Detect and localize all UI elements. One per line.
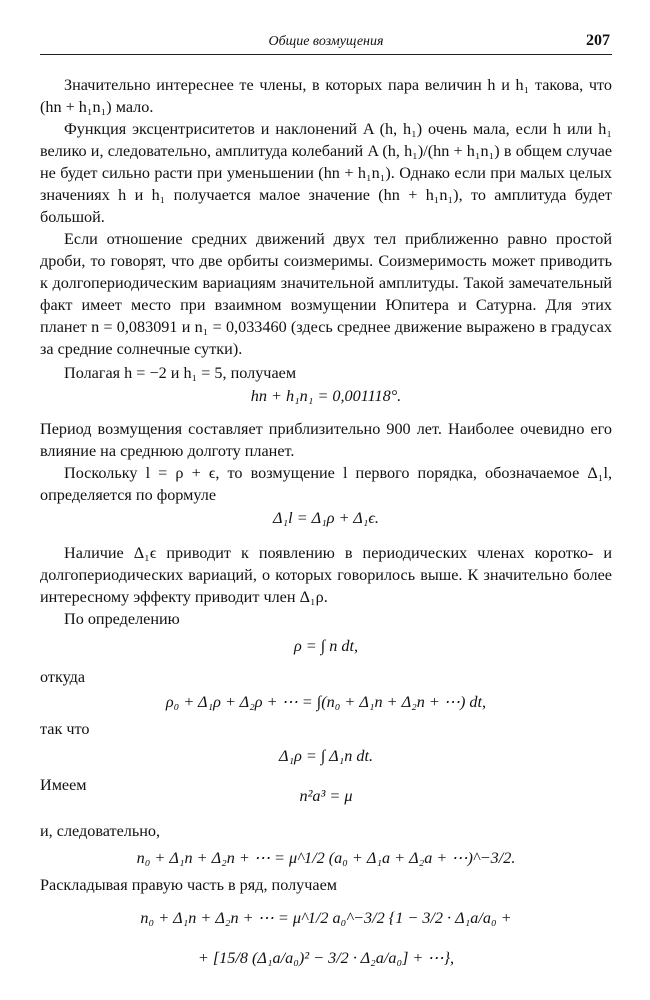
formula-8a: n₀ + Δ₁n + Δ₂n + ⋯ = μ^1/2 a₀^−3/2 {1 − 3/2 · Δ₁a/a₀ +	[140, 909, 512, 927]
word-sledovatelno: и, следовательно,	[40, 822, 161, 840]
paragraph-5: Период возмущения составляет приблизительно 900 лет. Наиболее очевидно его влияние на среднюю долготу планет.	[40, 420, 612, 460]
paragraph-3: Если отношение средних движений двух тел приближенно равно простой дроби, то говорят, что две орбиты соизмеримы. Соизмеримость может приводить к долгопериодическим вариациям значительной амплитуды. Такой замечательный факт имеет место при взаимном возмущении Юпитера и Сатурна. Для этих планет n = 0,083091 и n₁ = 0,033460 (здесь среднее движение выражено в градусах за средние солнечные сутки).	[40, 230, 612, 358]
paragraph-7: Наличие Δ₁ϵ приводит к появлению в периодических членах коротко- и долгопериодических вариаций, о которых говорилось выше. К значительно более интересному эффекту приводит член Δ₁ρ.	[40, 544, 612, 606]
word-imeem: Имеем	[40, 776, 87, 794]
formula-1: hn + h₁n₁ = 0,001118°.	[250, 387, 402, 405]
formula-3: ρ = ∫ n dt,	[293, 637, 359, 655]
formula-6: n²a³ = μ	[299, 787, 353, 805]
formula-4: ρ₀ + Δ₁ρ + Δ₂ρ + ⋯ = ∫(n₀ + Δ₁n + Δ₂n + ⋯) dt,	[165, 693, 487, 711]
paragraph-9: Раскладывая правую часть в ряд, получаем	[40, 876, 338, 894]
page-number: 207	[586, 32, 610, 49]
formula-5: Δ₁ρ = ∫ Δ₁n dt.	[278, 747, 373, 765]
running-header	[40, 32, 612, 55]
word-otkuda: откуда	[40, 668, 86, 686]
paragraph-8: По определению	[64, 610, 180, 628]
paragraph-2: Функция эксцентриситетов и наклонений A (h, h₁) очень мала, если h или h₁ велико и, следовательно, амплитуда колебаний A (h, h₁)/(hn + h₁n₁) в общем случае не будет сильно расти при уменьшении (hn + h₁n₁). Однако если при малых целых значениях h и h₁ получается малое значение (hn + h₁n₁), то амплитуда будет большой.	[40, 120, 612, 226]
formula-7: n₀ + Δ₁n + Δ₂n + ⋯ = μ^1/2 (a₀ + Δ₁a + Δ₂a + ⋯)^−3/2.	[136, 849, 516, 867]
header-title: Общие возмущения	[268, 34, 384, 49]
paragraph-4: Полагая h = −2 и h₁ = 5, получаем	[64, 364, 297, 382]
page	[40, 32, 612, 967]
word-tak-chto: так что	[40, 720, 90, 738]
paragraph-6: Поскольку l = ρ + ϵ, то возмущение l первого порядка, обозначаемое Δ₁l, определяется по формуле	[40, 464, 612, 504]
formula-2: Δ₁l = Δ₁ρ + Δ₁ϵ.	[273, 509, 379, 527]
paragraph-1: Значительно интереснее те члены, в которых пара величин h и h₁ такова, что (hn + h₁n₁) мало.	[40, 76, 612, 116]
formula-8b: + [15/8 (Δ₁a/a₀)² − 3/2 · Δ₂a/a₀] + ⋯},	[197, 949, 455, 967]
